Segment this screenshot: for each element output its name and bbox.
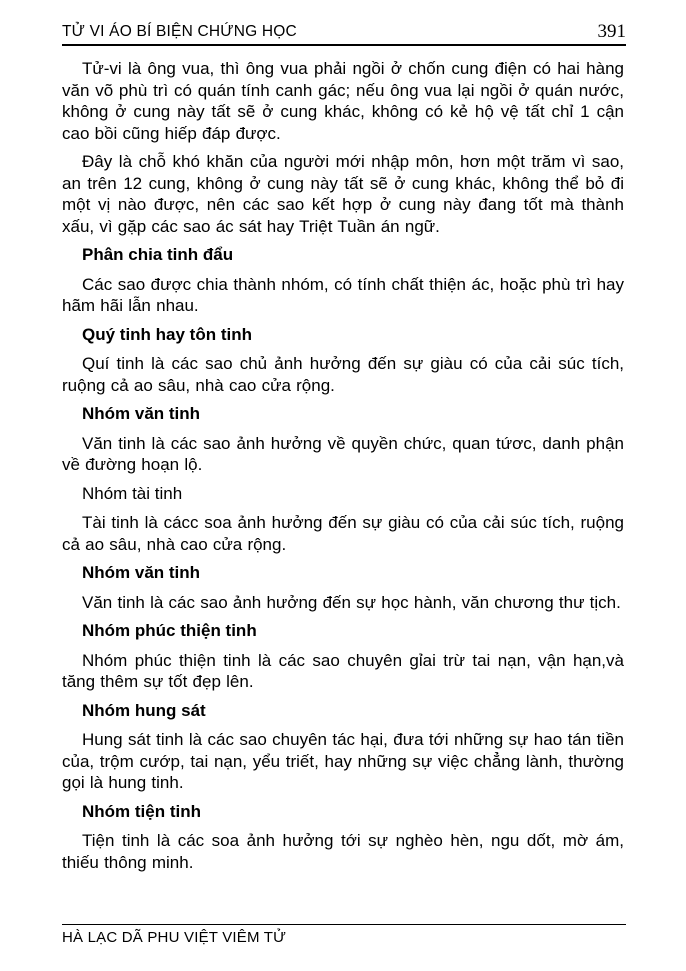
section-heading: Nhóm hung sát (82, 700, 206, 720)
body-paragraph: Văn tinh là các sao ảnh hưởng về quyền chức, quan tứơc, danh phận về đường hoạn lộ. (62, 433, 624, 474)
page-footer (62, 924, 626, 947)
page-body-text (62, 58, 624, 880)
section-heading: Phân chia tinh đẩu (82, 245, 234, 264)
section-heading: Nhóm tài tinh (82, 483, 183, 503)
body-paragraph: Tử-vi là ông vua, thì ông vua phải ngồi ở chốn cung điện có hai hàng văn võ phù trì có quán tính canh gác; nếu ông vua lại ngồi ở quán nước, không ở cung này tất sẽ ở cung khác, không có kẻ hộ vệ tất chỉ 1 cận cao bồi cũng hiếp đáp được. (62, 59, 624, 143)
running-footer-author: HÀ LẠC DÃ PHU VIỆT VIÊM TỬ (62, 929, 287, 946)
body-paragraph: Hung sát tinh là các sao chuyên tác hại, đưa tới những sự hao tán tiền của, trộm cướp, tai nạn, yểu triết, hay những sự việc chẳng lành, thường gọi là hung tinh. (62, 730, 624, 792)
body-paragraph: Tài tinh là cácc soa ảnh hưởng đến sự giàu có của cải súc tích, ruộng cả ao sâu, nhà cao cửa rộng. (62, 513, 624, 554)
body-paragraph: Các sao được chia thành nhóm, có tính chất thiện ác, hoặc phù trì hay hãm hãi lẫn nhau. (62, 274, 624, 315)
body-paragraph: Văn tinh là các sao ảnh hưởng đến sự học hành, văn chương thư tịch. (82, 592, 621, 612)
body-paragraph: Đây là chỗ khó khăn của người mới nhập môn, hơn một trăm vì sao, an trên 12 cung, không ở cung này tất sẽ ở cung khác, không thể bỏ đi một vị nào được, nên các sao kết hợp ở cung này đang tốt mà thành xấu, vì gặp các sao ác sát hay Triệt Tuần án ngữ. (62, 152, 624, 236)
body-paragraph: Nhóm phúc thiện tinh là các sao chuyên gỉai trừ tai nạn, vận hạn,và tăng thêm sự tốt đẹp lên. (62, 650, 624, 691)
section-heading: Nhóm tiện tinh (82, 801, 201, 821)
section-heading: Nhóm văn tinh (82, 404, 201, 423)
section-heading: Nhóm phúc thiện tinh (82, 621, 257, 640)
section-heading: Nhóm văn tinh (82, 563, 201, 582)
body-paragraph: Tiện tinh là các soa ảnh hưởng tới sự nghèo hèn, ngu dốt, mờ ám, thiếu thông minh. (62, 831, 624, 872)
running-header-title: TỬ VI ÁO BÍ BIỆN CHỨNG HỌC (62, 23, 297, 40)
section-heading: Quý tinh hay tôn tinh (82, 324, 252, 344)
body-paragraph: Quí tinh là các sao chủ ảnh hưởng đến sự giàu có của cải súc tích, ruộng cả ao sâu, nhà cao cửa rộng. (62, 354, 624, 395)
page-number: 391 (597, 21, 626, 42)
page-header (62, 22, 626, 46)
